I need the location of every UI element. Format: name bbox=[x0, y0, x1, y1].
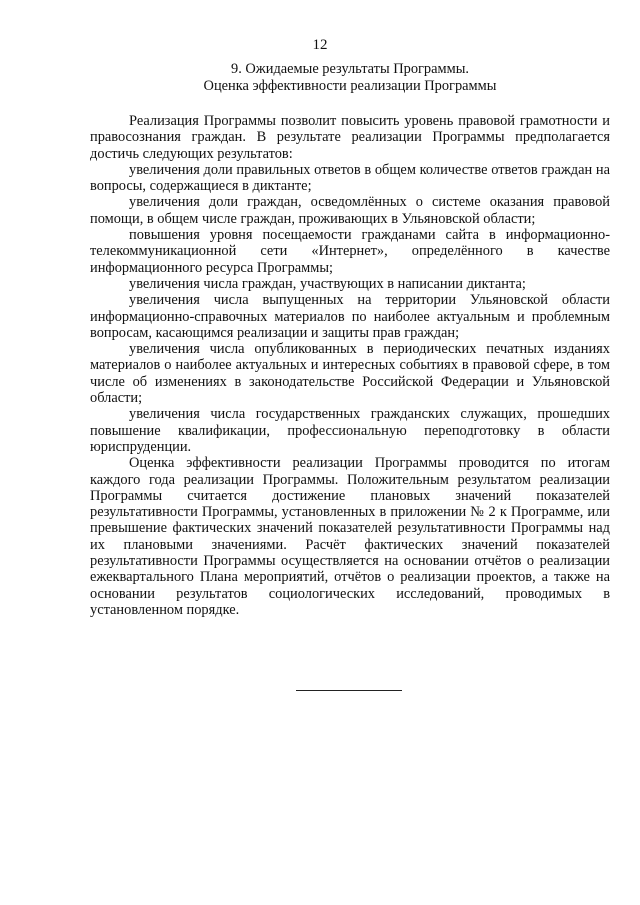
section-heading-line-1: 9. Ожидаемые результаты Программы. bbox=[231, 61, 469, 77]
result-item-2: увеличения доли граждан, осведомлённых о системе оказания правовой помощи, в общем числе граждан, проживающих в Ульяновской области; bbox=[90, 194, 610, 227]
page-number: 12 bbox=[312, 37, 328, 53]
document-body bbox=[90, 113, 610, 618]
section-heading bbox=[90, 61, 610, 95]
result-item-7: увеличения числа государственных гражданских служащих, прошедших повышение квалификации, профессиональную переподготовку в области юриспруденции. bbox=[90, 406, 610, 455]
result-item-5: увеличения числа выпущенных на территории Ульяновской области информационно-справочных материалов по наиболее актуальным и проблемным вопросам, касающимся реализации и защиты прав граждан; bbox=[90, 292, 610, 341]
result-item-1: увеличения доли правильных ответов в общем количестве ответов граждан на вопросы, содержащиеся в диктанте; bbox=[90, 161, 610, 195]
result-item-6: увеличения числа опубликованных в периодических печатных изданиях материалов о наиболее актуальных и интересных событиях в правовой сфере, в том числе об изменениях в законодательстве Российской Федерации и Ульяновской области; bbox=[90, 341, 610, 407]
end-rule bbox=[296, 690, 402, 691]
result-item-3: повышения уровня посещаемости гражданами сайта в информационно-телекоммуникационной сети «Интернет», определённого в качестве информационного ресурса Программы; bbox=[90, 227, 610, 276]
evaluation-paragraph: Оценка эффективности реализации Программы проводится по итогам каждого года реализации Программы. Положительным результатом реализации Программы считается достижение плановых значений показателей результативности Программы, установленных в приложении № 2 к Программе, или превышение фактических значений показателей результативности Программы над их плановыми значениями. Расчёт фактических значений показателей результативности Программы осуществляется на основании отчётов о реализации ежеквартального Плана мероприятий, отчётов о реализации проектов, а также на основании результатов социологических исследований, проводимых в установленном порядке. bbox=[90, 455, 610, 618]
intro-paragraph: Реализация Программы позволит повысить уровень правовой грамотности и правосознания граждан. В результате реализации Программы предполагается достичь следующих результатов: bbox=[90, 113, 610, 162]
result-item-4: увеличения числа граждан, участвующих в написании диктанта; bbox=[129, 275, 526, 292]
section-heading-line-2: Оценка эффективности реализации Программы bbox=[203, 78, 497, 94]
